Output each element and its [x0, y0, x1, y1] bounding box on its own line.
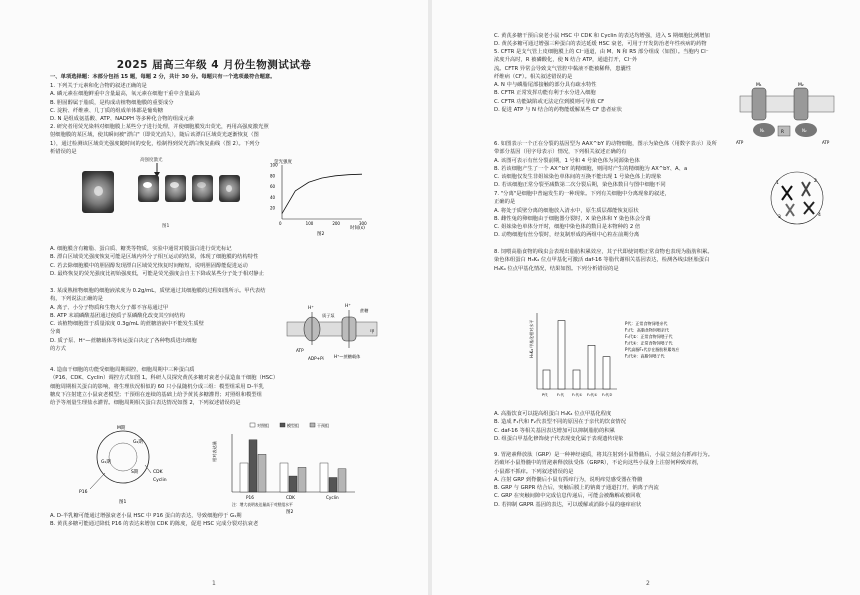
cftr-atp-label: ATP	[736, 140, 744, 145]
bar4-legend-swatch	[280, 423, 285, 427]
figure-1-cells	[82, 157, 252, 232]
bar4-bar	[329, 478, 337, 493]
question-4-continued: C. 黄芪多糖干预后衰老小鼠 HSC 中 CDK 和 Cyclin 的表达均增强，进入 S 期细胞比例增加 D. 黄芪多糖可通过增强三种蛋白的表达延缓 HSC 衰老，可用于开发防治老年性疾病的药物	[494, 33, 710, 48]
figure-1-caption: 图1	[162, 224, 170, 229]
bar8-bar	[558, 321, 565, 389]
curve-y-tick: 80	[270, 173, 276, 179]
bar4-category: CDK	[286, 495, 295, 500]
cycle-cdk: CDK	[153, 470, 163, 475]
svg-text:M₁: M₁	[756, 83, 762, 88]
curve-title: 荧光强度	[274, 160, 292, 165]
question-4: 4. 造血干细胞的功能受细胞周期调控，细胞周期中三种蛋白质 （P16、CDK、Cyclin）调控方式如图 1。科研人员探究黄芪多糖对衰老小鼠造血干细胞（HSC） 细胞周期相关蛋白的影响，将生理状况相似的 60 只小鼠随机分成三组：模型组采用 D-半乳 糖皮下注射建立小鼠衰老模型；干预组在连续的基础上给予黄芪多糖灌胃；对照组和模型组 给予等剂量生理盐水灌胃。细胞周期相关蛋白表达情况如图 2，下列叙述错误的是	[50, 367, 279, 407]
cycle-cyclin: Cyclin	[153, 478, 167, 483]
curve-x-tick: 300	[359, 221, 367, 226]
figure-2-caption: 图2	[317, 232, 325, 237]
cycle-g1-phase: G₁期	[101, 460, 111, 465]
bar4-legend-swatch	[250, 423, 255, 427]
bar4-bar	[249, 440, 257, 492]
membrane	[287, 322, 377, 336]
p16-arrow	[90, 473, 105, 489]
curve-x-label: 时间(s)	[350, 226, 365, 231]
question-9: 9. 胃泌素释放肽（GRP）是一种神经递质，将其注射到小鼠脊髓后，小鼠立刻会有抓痒行为。 若破坏小鼠脊髓中的胃泌素释放肽受体（GRPR），不论向这些小鼠身上注射何种致痒剂， 小鼠都不抓痒。下列叙述错误的是 A. 注射 GRP 到脊髓后小鼠有抓痒行为，说明痒觉感受器在脊髓 B. GRP 与 GRPR 结合后，突触后膜上的钠离子通道打开，钠离子内流 C. GRP 在突触间隙中完成信息传递后，可能会被酶解或被回收 D. 若抑制 GRPR 基因的表达，可以缓解或消除小鼠的瘙痒症状	[494, 452, 714, 508]
svg-text:N₁: N₁	[760, 128, 765, 133]
bar4-legend-label: 对照组	[257, 423, 269, 428]
bar8-legend-item: F₁代：高脂食物饲喂亲代	[625, 327, 669, 333]
figure-4-caption-1: 图1	[119, 500, 127, 505]
svg-text:M₂: M₂	[798, 83, 804, 88]
svg-text:R: R	[781, 129, 784, 134]
bar8-category: P代	[542, 393, 548, 397]
bar4-legend-swatch	[310, 423, 315, 427]
exam-page-1	[0, 0, 428, 595]
bar8-legend-item: F₂代①：正常食物饲喂子代	[625, 340, 673, 346]
cycle-p16: P16	[79, 490, 88, 495]
bar4-legend-label: 模型组	[287, 423, 299, 428]
question-3: 3. 某成熟植物细胞的细胞液浓度为 0.2g/mL，质壁通过其细胞膜的过程如图所示。甲代表结 构，下列说法正确的是 A. 离子、小分子物质和生物大分子都不容易通过甲 B. ATP 末端磷酸基团通过使质子泵磷酸化改变其空间结构 C. 该植物细胞置于质量浓度 0.3g/mL 的蔗糖溶液中不能发生质壁 分离 D. 质子泵、H⁺—蔗糖载体等转运蛋白决定了各种物质进出细胞 的方式	[50, 288, 266, 353]
bar4-bar	[289, 476, 297, 492]
cftr-m1	[752, 88, 766, 120]
cell-image-5	[219, 175, 240, 202]
cycle-g2-phase: G₂期	[133, 440, 143, 445]
curve-y-tick: 40	[270, 194, 276, 200]
bar8-legend-item: F₂代②：高脂饲喂子代	[625, 353, 665, 359]
cftr-r-domain	[778, 126, 790, 136]
question-8-options: A. 高脂饮食可以提高组蛋白 H₃K₄ 位点甲基化程度 B. 造成 F₁代和 F₂代表型不同的原因在于亲代的饮食情况 C. daf-16 等相关基因表达增加可以抑制脂肪的积累 D. 组蛋白甲基化修饰使子代表现变化属于表观遗传现象	[494, 411, 626, 442]
cftr-m2	[794, 88, 808, 120]
bar4-bar	[280, 463, 288, 492]
question-2: 2. 研究者用荧光染料对细胞膜上某些分子进行处理，并使细胞膜发出荧光，再用高强度激光照 射细胞膜的某区域，使其瞬间被"漂白"（即荧光消失），随后该漂白区域荧光逐渐恢复（图 1），通过检测该区域荧光强度随时间的变化，绘制得到荧光漂白恢复曲线（图 2）。下列分 析错误的是	[50, 124, 269, 155]
question-6: 6. 如图表示一个正在分裂的基因型为 AAX^bY 的动物细胞，图示为染色体（用数字表示）及所 带部分基因（用字母表示）情况，下列相关叙述正确的有 A. 该图可表示有丝分裂前期，1 号和 4 号染色体为同源染色体 B. 若该细胞产生了一个 AX^bY 的精细胞，则同时产生的精细胞为 AX^bY、A、a C. 该细胞仅发生非姐妹染色单体间的互换不能出现 1 号染色体上的现象 D. 若该细胞正常分裂至减数第二次分裂后期，染色体数目与图中细胞不同	[494, 141, 717, 189]
bar4-bar	[240, 463, 248, 492]
fig3-label-adp: ADP+Pi	[308, 356, 324, 361]
fig3-label-atp: ATP	[296, 348, 304, 353]
svg-text:ATP: ATP	[822, 140, 830, 145]
curve-y-tick: 20	[270, 205, 276, 211]
bar4-bar	[338, 469, 346, 492]
section-heading: 一、单项选择题：本部分包括 15 题，每题 2 分，共计 30 分。每题只有一个选项最符合题意。	[50, 74, 276, 80]
figure-3-membrane-transport	[282, 300, 382, 365]
cycle-circle	[97, 431, 149, 483]
bar4-note: 注：增大表明表达量高于对照组水平	[232, 502, 293, 507]
curve-y-tick: 100	[270, 162, 278, 168]
bar8-legend-item: P代高脂F₁代存在脂肪积累效应	[625, 347, 680, 352]
cycle-m-phase: M期	[117, 426, 126, 431]
question-7: 7. "分离"是细胞中普遍发生的一种现象。下列有关细胞中分离现象的叙述， 正确的是 A. 将处于质壁分离的细胞放入清水中，原生质层都能恢复原状 B. 雌性兔的卵细胞由于细胞器分裂时，X 染色体和 Y 染色体会分离 C. 姐妹染色单体分开时，细胞中染色体的数目是本物种的 2 倍 D. 动物细胞有丝分裂时，经复制形成的两组中心粒在前期分离	[494, 191, 670, 239]
bar4-legend-label: 干预组	[317, 423, 329, 428]
bar4-bar	[298, 467, 306, 492]
bar8-bar	[603, 357, 610, 389]
cell-image-3	[165, 175, 186, 202]
page-number-2: 2	[646, 580, 650, 587]
cycle-s-phase: S期	[131, 470, 139, 475]
svg-text:3: 3	[778, 215, 781, 220]
bar8-bar	[543, 370, 550, 389]
question-5: 5. CFTR 是支气管上皮细胞膜上的 Cl⁻通道，由 M、N 和 R5 部分组成（如图）。当胞内 Cl⁻ 浓度升高时，R 被磷酸化，使 N 结合 ATP，通道打开，Cl⁻外 流。CFTR 异常会导致支气管腔中黏液不能被稀释，患囊性 纤维病（CF）。相关叙述错误的是 A. N 中与磷脂尾部接触的部分具有疏水特性 B. CFTR 正常发挥功能有利于水分进入细胞 C. CFTR 功能缺陷或无法定位到膜则可导致 CF D. 促进 ATP 与 N 结合的药物能缓解某些 CF 患者症状	[494, 49, 709, 114]
svg-text:2: 2	[814, 179, 817, 184]
bar4-bar	[258, 454, 266, 492]
fig3-label-h2: H⁺	[345, 304, 351, 309]
bar4-bar	[320, 463, 328, 492]
question-2-options: A. 细胞膜含有糖脂、蛋白质、糖类等物质，实验中通常对膜蛋白进行荧光标记 B. 漂白区域荧光强度恢复可能是区域内外分子相互运动的结果，体现了细胞膜的结构特性 C. 若去除细胞膜中的胆固醇发现漂白区域荧光恢复时间缩短，说明胆固醇能促进运动 D. 最终恢复的荧光强度比初始强度低，可能是荧光强度会自主下降或某些分子处于相对静止	[50, 246, 265, 277]
bar8-category: F₁代	[557, 393, 565, 397]
figure-4-cell-cycle	[75, 415, 185, 505]
figure-5-cftr-channel	[732, 78, 842, 148]
bar8-category: F₁代①	[572, 393, 583, 397]
figure-8-bar-chart	[517, 305, 717, 405]
question-4-options: A. D-半乳糖可能通过增强衰老小鼠 HSC 中 P16 蛋白的表达，导致细胞停于 G₁期 B. 黄芪多糖可能通过降低 P16 的表达来增加 CDK 的陈度，促进 HSC 完成分裂对抗衰老	[50, 513, 259, 528]
cell-image-2	[138, 175, 159, 202]
svg-text:4: 4	[818, 213, 821, 218]
recovery-line	[282, 174, 362, 213]
bar8-legend-item: F₁代①：正常食物饲喂子代	[625, 334, 673, 339]
fig3-label-jia: 甲	[370, 330, 375, 335]
cell-image-1	[82, 171, 114, 213]
bar4-y-label: 相对表达量	[212, 441, 217, 462]
svg-text:N₂: N₂	[802, 128, 807, 133]
bar8-y-label: H₃K₄ 甲基化相对水平	[529, 319, 534, 358]
question-8: 8. 饲喂高脂食物的线虫会表现出脂肪积累效应，其子代即使饲喂正常食物也表现为脂肪积累。 染色体组蛋白 H₃K₄ 位点甲基化可激活 daf-16 等脂代谢相关基因表达，检测各线虫胚胎蛋白 H₃K₄ 位点甲基化情况，结果如图。下列分析错误的是	[494, 249, 713, 272]
fig3-label-carrier: H⁺—蔗糖载体	[334, 354, 361, 359]
fig3-label-h1: H⁺	[308, 306, 314, 311]
laser-label: 高强度激光	[140, 158, 163, 163]
curve-x-tick: 200	[332, 221, 340, 226]
figure-4-bar-chart	[210, 420, 360, 515]
bar8-bar	[573, 370, 580, 389]
fig3-label-pump: 质子泵	[322, 313, 335, 318]
bar8-legend-item: P代：正常食物饲喂亲代	[625, 321, 668, 326]
figure-4-caption-2: 图2	[286, 510, 294, 515]
cycle-inner-circle	[109, 443, 137, 471]
bar8-bar	[588, 345, 595, 389]
question-1: 1. 下列关于元素和化合物的叙述正确的是 A. 磷元素在细胞鲜重中含量最高，氧元素在细胞干重中含量最高 B. 胆固醇属于脂质，是构成动植物细胞膜的重要成分 C. 淀粉、纤维素、几丁质的组成单体都是葡萄糖 D. N 是组成氨基酸、ATP、NADPH 等多种化合物的组成元素	[50, 83, 200, 123]
curve-x-tick: 0	[279, 221, 282, 226]
figure-2-recovery-curve	[262, 157, 372, 237]
bar4-category: P16	[246, 495, 254, 500]
page-number-1: 1	[212, 580, 216, 587]
curve-y-tick: 60	[270, 184, 276, 190]
bar8-category: F₂代②	[602, 393, 613, 397]
cell-image-4	[192, 175, 213, 202]
svg-text:1: 1	[776, 181, 779, 186]
curve-x-tick: 100	[305, 221, 314, 226]
bar8-category: F₂代①	[587, 393, 598, 397]
exam-title: 2025 届高三年级 4 月份生物测试试卷	[116, 59, 312, 71]
exam-page-2	[432, 0, 860, 595]
bar4-category: Cyclin	[326, 495, 339, 500]
fig3-label-sucrose: 蔗糖	[360, 308, 369, 313]
